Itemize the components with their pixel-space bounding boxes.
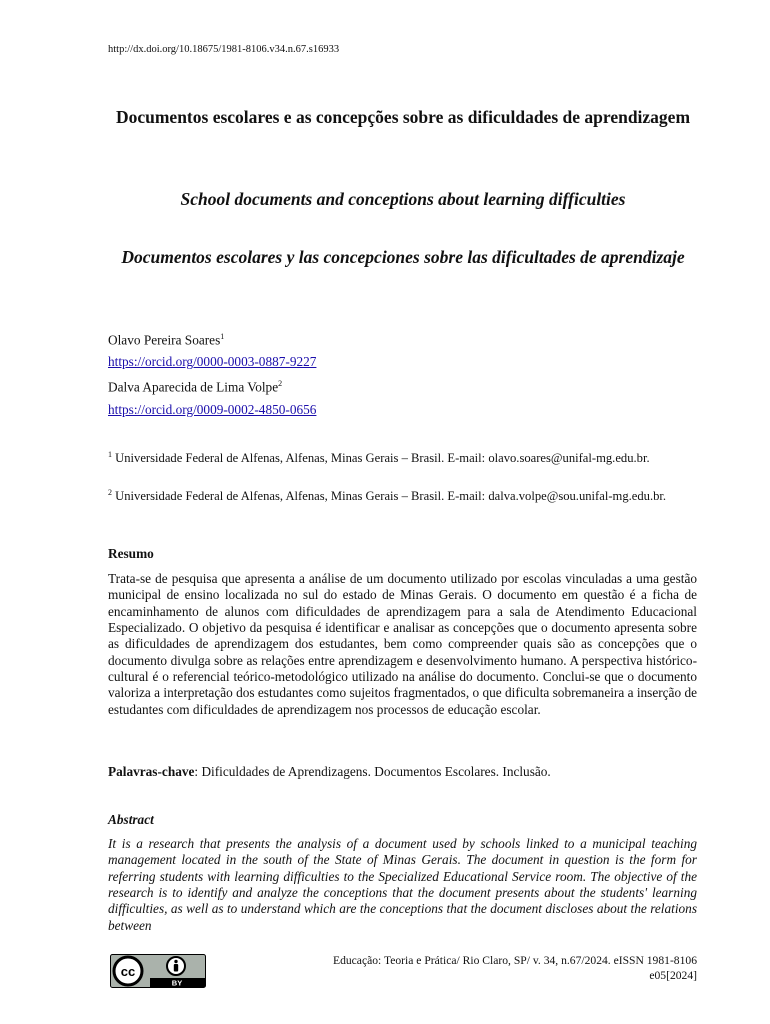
license-label: BY (171, 978, 183, 988)
author-1-mark: 1 (220, 332, 225, 341)
author-2-name: Dalva Aparecida de Lima Volpe (108, 379, 279, 395)
title-english: School documents and conceptions about learning difficulties (180, 189, 626, 209)
resumo-heading: Resumo (108, 546, 154, 561)
abstract-heading: Abstract (108, 812, 154, 827)
author-1-name: Olavo Pereira Soares (108, 332, 221, 348)
journal-footer (237, 953, 697, 983)
authors-block (108, 326, 316, 421)
affiliation-2 (108, 484, 697, 505)
abstract-text: It is a research that presents the analysis of a document used by schools linked to a municipal teaching management located in the south of the State of Minas Gerais. The document in question is the form for referring students with learning difficulties to the Specialized Educational Service room. The objective of the research is to identify and analyze the conceptions that the document presents about the students' learning difficulties, as well as to understand which are the conceptions that the document discloses about the relations between (108, 836, 697, 933)
author-2-mark: 2 (278, 379, 283, 389)
title-spanish: Documentos escolares y las concepciones sobre las dificultades de aprendizaje (121, 247, 685, 267)
author-1-orcid-link[interactable]: https://orcid.org/0000-0003-0887-9227 (108, 354, 317, 370)
keywords (108, 764, 551, 780)
doi-link[interactable]: http://dx.doi.org/10.18675/1981-8106.v34.n.67.s16933 (108, 44, 340, 55)
affiliation-1-mark: 1 (108, 450, 112, 459)
title-portuguese: Documentos escolares e as concepções sobre as dificuldades de aprendizagem (115, 107, 691, 127)
footer-article-id: e05[2024] (649, 969, 697, 982)
keywords-label: Palavras-chave (108, 764, 195, 779)
affiliation-1-text: Universidade Federal de Alfenas, Alfenas, Minas Gerais – Brasil. E-mail: olavo.soares@unifal-mg.edu.br. (115, 451, 650, 466)
footer-citation: Educação: Teoria e Prática/ Rio Claro, SP/ v. 34, n.67/2024. eISSN 1981-8106 (332, 954, 697, 967)
keywords-text: Dificuldades de Aprendizagens. Documentos Escolares. Inclusão. (201, 764, 551, 779)
cc-by-license-badge[interactable] (110, 954, 206, 988)
author-2-orcid-link[interactable]: https://orcid.org/0009-0002-4850-0656 (108, 401, 317, 417)
author-2 (108, 373, 316, 398)
affiliation-1 (108, 446, 697, 467)
resumo-text: Trata-se de pesquisa que apresenta a análise de um documento utilizado por escolas vinculadas a uma gestão municipal de ensino localizada no sul do estado de Minas Gerais. O documento em questão é a ficha de encaminhamento de alunos com dificuldades de aprendizagem para a sala de Atendimento Educacional Especializado. O objetivo da pesquisa é identificar e analisar as concepções que o documento apresenta sobre as dificuldades de aprendizagem dos estudantes, bem como compreender quais são as concepções que o documento divulga sobre as relações entre aprendizagem e desenvolvimento humano. A perspectiva histórico-cultural é o referencial teórico-metodológico utilizado na análise do documento. Conclui-se que o documento valoriza a interpretação dos estudantes como sujeitos fragmentados, o que dificulta sobremaneira a inserção de estudantes com dificuldades de aprendizagem nos processos de educação escolar. (108, 571, 697, 717)
author-1 (108, 326, 316, 351)
cc-icon-symbol: cc (120, 964, 136, 979)
affiliation-2-mark: 2 (108, 488, 112, 497)
affiliation-2-text: Universidade Federal de Alfenas, Alfenas, Minas Gerais – Brasil. E-mail: dalva.volpe@sou.unifal-mg.edu.br. (115, 489, 667, 504)
keywords-separator: : (194, 764, 202, 779)
